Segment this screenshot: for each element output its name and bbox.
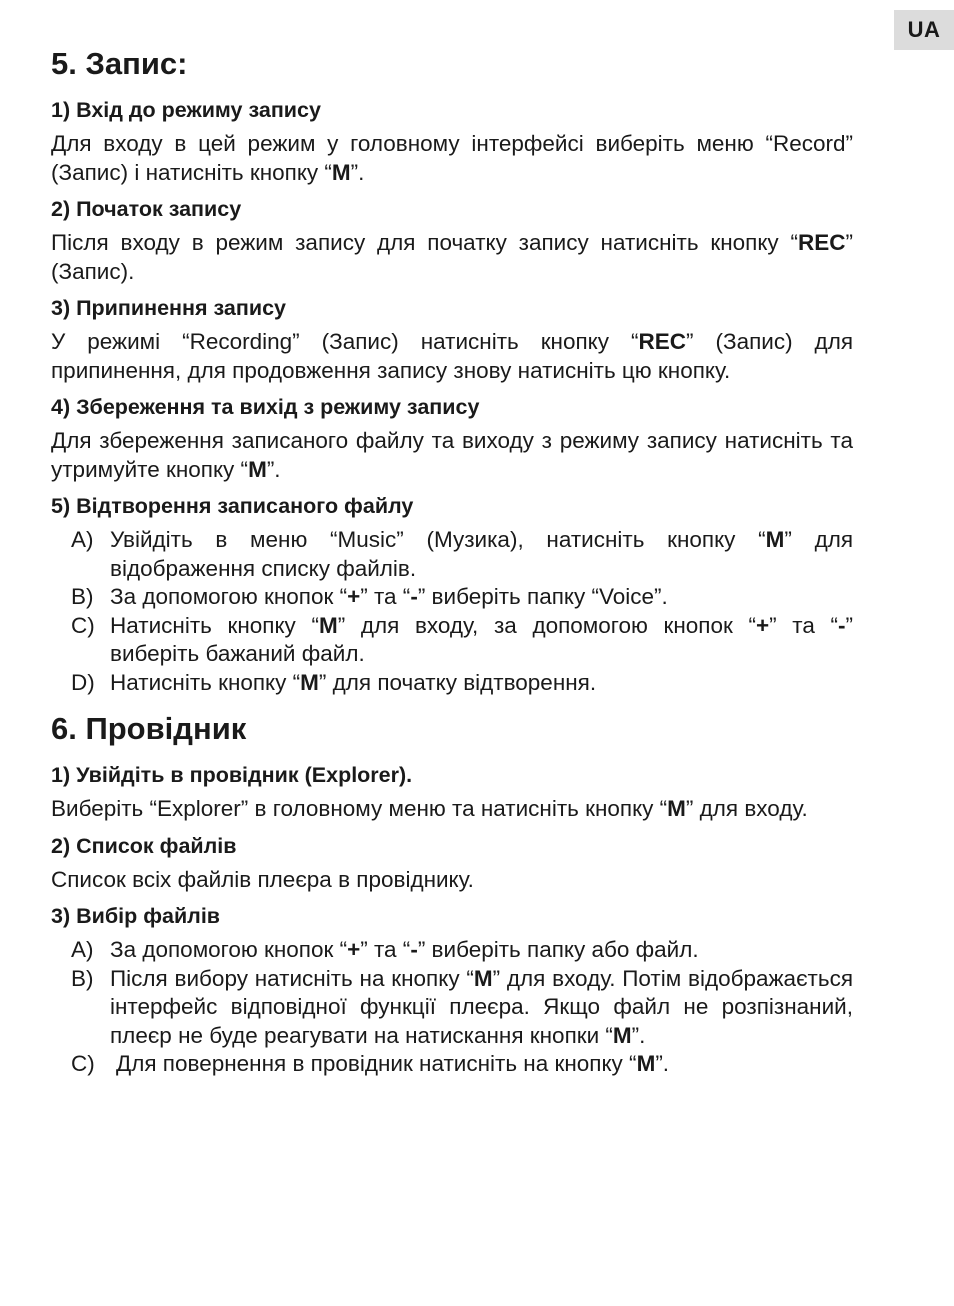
subheading-enter-explorer: 1) Увійдіть в провідник (Explorer). <box>51 763 413 787</box>
paragraph-enter-explorer: Виберіть “Explorer” в головному меню та натисніть кнопку “M” для входу. <box>51 796 808 821</box>
paragraph-file-list: Список всіх файлів плеєра в провіднику. <box>51 866 474 892</box>
language-badge: UA <box>894 10 954 50</box>
subheading-start-record: 2) Початок запису <box>51 197 242 221</box>
subheading-file-select: 3) Вибір файлів <box>51 904 221 928</box>
list-item: D) Натисніть кнопку “M” для початку відтворення. <box>71 669 597 695</box>
paragraph-save-exit: Для збереження записаного файлу та виходу з режиму запису натисніть та утримуйте кнопку “M”. <box>51 428 853 482</box>
paragraph-stop-record: У режимі “Recording” (Запис) натисніть кнопку “REC” (Запис) для припинення, для продовження запису знову натисніть цю кнопку. <box>51 329 853 383</box>
section-title-explorer: 6. Провідник <box>51 711 247 746</box>
paragraph-start-record: Після входу в режим запису для початку запису натисніть кнопку “REC” (Запис). <box>51 230 853 284</box>
manual-page <box>51 42 853 1085</box>
subheading-stop-record: 3) Припинення запису <box>51 296 287 320</box>
subheading-enter-record: 1) Вхід до режиму запису <box>51 98 321 122</box>
subheading-playback: 5) Відтворення записаного файлу <box>51 494 414 518</box>
list-item: B) За допомогою кнопок “+” та “-” виберіть папку “Voice”. <box>71 584 668 609</box>
section-title-record: 5. Запис: <box>51 46 188 81</box>
list-item: A) За допомогою кнопок “+” та “-” виберіть папку або файл. <box>71 937 699 962</box>
subheading-file-list: 2) Список файлів <box>51 833 237 858</box>
subheading-save-exit: 4) Збереження та вихід з режиму запису <box>51 395 480 419</box>
list-item: C) Для повернення в провідник натисніть на кнопку “M”. <box>71 1051 670 1076</box>
list-item: B) Після вибору натисніть на кнопку “M” для входу. Потім відображається інтерфейс відповідної функції плеєра. Якщо файл не розпізнаний, плеєр не буде реагувати на натискання кнопки “M”. <box>71 965 854 1048</box>
playback-steps-list <box>51 526 853 697</box>
list-item: A) Увійдіть в меню “Music” (Музика), натисніть кнопку “M” для відображення списку файлів. <box>71 527 854 581</box>
file-select-steps-list <box>51 936 853 1079</box>
paragraph-enter-record: Для входу в цей режим у головному інтерфейсі виберіть меню “Record” (Запис) і натисніть кнопку “M”. <box>51 131 853 185</box>
list-item: C) Натисніть кнопку “M” для входу, за допомогою кнопок “+” та “-” виберіть бажаний файл. <box>71 612 854 666</box>
